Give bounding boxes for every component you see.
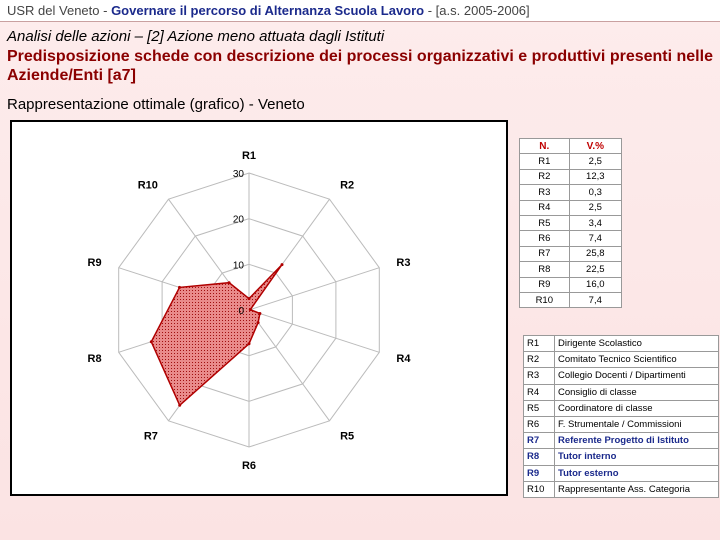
table-cell-value: 12,3: [569, 169, 621, 184]
legend-code: R6: [524, 416, 555, 432]
legend-label: F. Strumentale / Commissioni: [555, 416, 719, 432]
legend-label: Tutor esterno: [555, 465, 719, 481]
legend-code: R4: [524, 384, 555, 400]
table-cell-value: 7,4: [569, 231, 621, 246]
data-area: [151, 265, 282, 406]
legend-code: R10: [524, 481, 555, 497]
data-point: [178, 286, 181, 289]
legend-row: [524, 465, 719, 481]
tick-label: 0: [238, 306, 244, 317]
legend-row: [524, 481, 719, 497]
axis-label: R9: [87, 257, 102, 270]
axis-spoke: [249, 310, 379, 352]
table-cell-code: R7: [520, 246, 570, 261]
table-cell-code: R5: [520, 215, 570, 230]
legend-label: Coordinatore di classe: [555, 400, 719, 416]
table-cell-code: R1: [520, 154, 570, 169]
legend-code: R1: [524, 336, 555, 352]
legend-row: [524, 352, 719, 368]
axis-label: R8: [87, 352, 102, 365]
table-cell-code: R4: [520, 200, 570, 215]
axis-label: R4: [396, 352, 411, 365]
data-table-header-v: V.%: [569, 139, 621, 154]
table-cell-code: R2: [520, 169, 570, 184]
data-table: [519, 138, 622, 308]
table-row: [520, 262, 622, 277]
table-cell-value: 7,4: [569, 292, 621, 307]
table-cell-code: R10: [520, 292, 570, 307]
table-cell-code: R6: [520, 231, 570, 246]
legend-label: Tutor interno: [555, 449, 719, 465]
table-cell-value: 3,4: [569, 215, 621, 230]
legend-label: Comitato Tecnico Scientifico: [555, 352, 719, 368]
slide-header: [0, 0, 720, 22]
legend-label: Referente Progetto di Istituto: [555, 433, 719, 449]
data-point: [248, 297, 251, 300]
legend-code: R2: [524, 352, 555, 368]
data-point: [257, 321, 260, 324]
legend-row: [524, 433, 719, 449]
table-row: [520, 200, 622, 215]
axis-spoke: [249, 310, 330, 421]
legend-row: [524, 384, 719, 400]
table-cell-code: R3: [520, 185, 570, 200]
table-cell-value: 0,3: [569, 185, 621, 200]
table-cell-value: 16,0: [569, 277, 621, 292]
table-row: [520, 246, 622, 261]
legend-code: R7: [524, 433, 555, 449]
legend-table: [523, 335, 719, 498]
table-cell-value: 2,5: [569, 154, 621, 169]
tick-label: 20: [232, 214, 244, 226]
table-row: [520, 154, 622, 169]
tick-label: 10: [232, 260, 244, 272]
data-point: [248, 342, 251, 345]
legend-label: Rappresentante Ass. Categoria: [555, 481, 719, 497]
table-row: [520, 169, 622, 184]
chart-caption: Rappresentazione ottimale (grafico) - Veneto: [7, 96, 305, 113]
table-cell-value: 22,5: [569, 262, 621, 277]
slide-subtitle: Analisi delle azioni – [2] Azione meno attuata dagli Istituti: [7, 28, 385, 45]
table-row: [520, 231, 622, 246]
axis-label: R6: [241, 460, 257, 472]
legend-row: [524, 416, 719, 432]
data-point: [150, 340, 153, 343]
legend-label: Collegio Docenti / Dipartimenti: [555, 368, 719, 384]
legend-row: [524, 368, 719, 384]
radar-chart: [10, 120, 508, 496]
legend-code: R5: [524, 400, 555, 416]
data-point: [258, 312, 261, 315]
legend-code: R9: [524, 465, 555, 481]
legend-label: Consiglio di classe: [555, 384, 719, 400]
legend-row: [524, 336, 719, 352]
table-cell-code: R9: [520, 277, 570, 292]
axis-label: R7: [143, 430, 158, 443]
axis-label: R10: [137, 179, 158, 192]
axis-label: R5: [340, 430, 355, 443]
table-row: [520, 185, 622, 200]
data-point: [178, 404, 181, 407]
table-row: [520, 215, 622, 230]
axis-label: R3: [396, 257, 411, 270]
legend-row: [524, 400, 719, 416]
slide-heading: Predisposizione schede con descrizione dei processi organizzativi e produttivi presenti nelle Aziende/Enti [a7]: [7, 48, 713, 84]
data-table-header-n: N.: [520, 139, 570, 154]
table-row: [520, 292, 622, 307]
legend-row: [524, 449, 719, 465]
data-point: [281, 263, 284, 266]
table-cell-code: R8: [520, 262, 570, 277]
header-year: - [a.s. 2005-2006]: [424, 3, 530, 18]
header-project: Governare il percorso di Alternanza Scuola Lavoro: [111, 3, 425, 18]
axis-label: R2: [340, 179, 355, 192]
axis-spoke: [249, 268, 379, 310]
table-cell-value: 2,5: [569, 200, 621, 215]
table-row: [520, 277, 622, 292]
table-cell-value: 25,8: [569, 246, 621, 261]
title-area: [7, 28, 713, 85]
legend-label: Dirigente Scolastico: [555, 336, 719, 352]
data-point: [249, 308, 252, 311]
legend-code: R3: [524, 368, 555, 384]
legend-code: R8: [524, 449, 555, 465]
axis-label: R1: [241, 150, 257, 162]
radar-svg: [12, 122, 506, 494]
tick-label: 30: [232, 169, 244, 180]
header-org: USR del Veneto -: [7, 3, 112, 18]
data-point: [228, 281, 231, 284]
